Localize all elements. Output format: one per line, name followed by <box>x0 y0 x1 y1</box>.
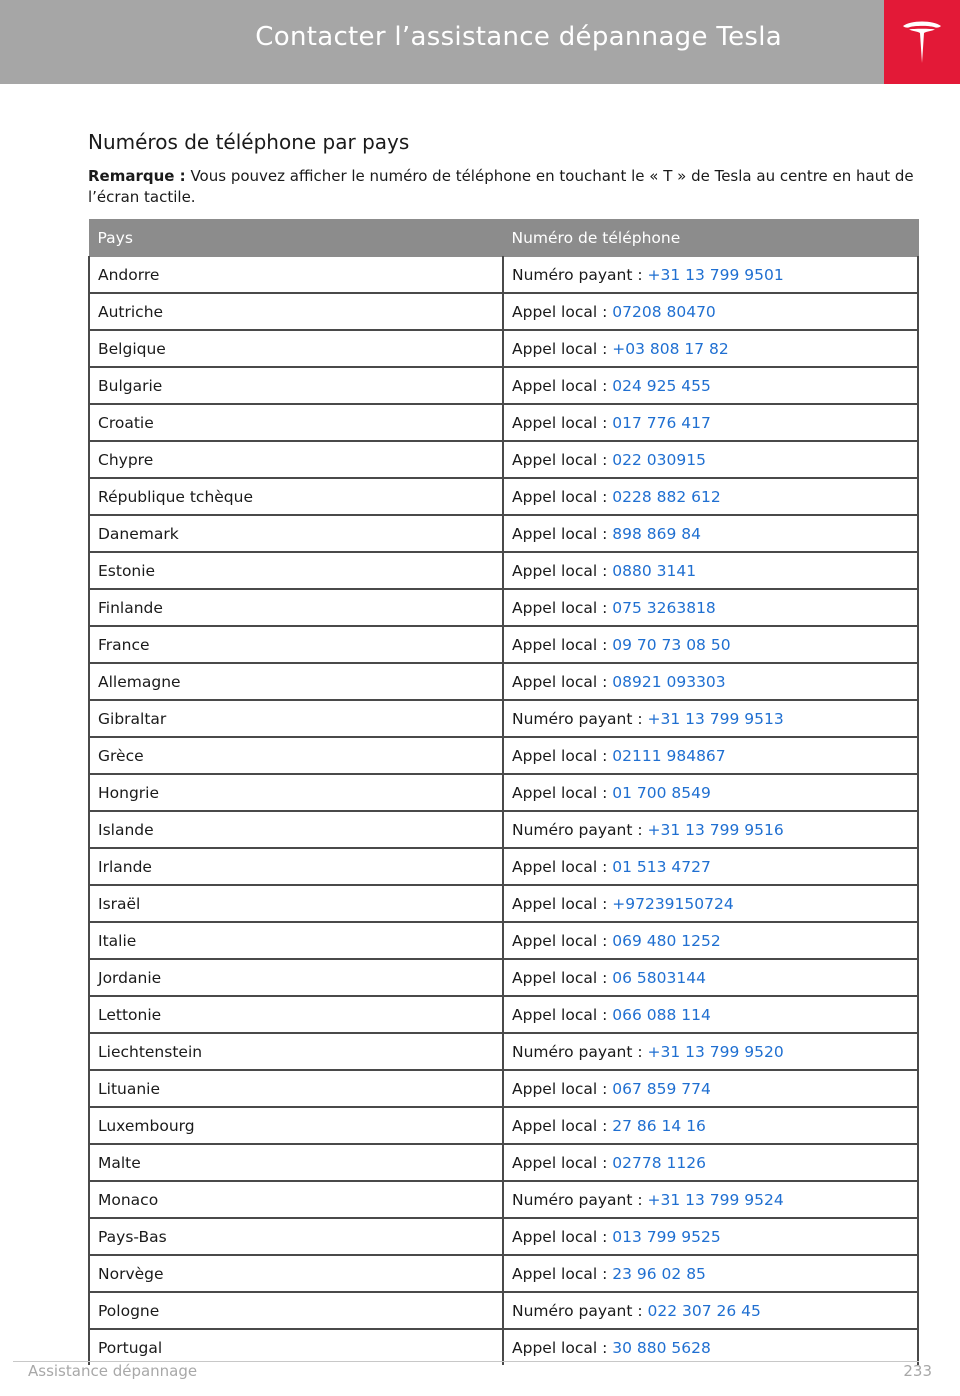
table-row <box>89 1070 918 1107</box>
table-row <box>89 293 918 330</box>
country-cell: Islande <box>89 811 503 848</box>
phone-number-link[interactable]: 30 880 5628 <box>612 1338 711 1357</box>
call-type-label: Appel local : <box>512 1264 613 1283</box>
phone-number-link[interactable]: +31 13 799 9513 <box>647 709 784 728</box>
country-cell: Pays-Bas <box>89 1218 503 1255</box>
phone-cell <box>503 478 918 515</box>
phone-number-link[interactable]: 09 70 73 08 50 <box>612 635 731 654</box>
call-type-label: Appel local : <box>512 302 613 321</box>
country-cell: Monaco <box>89 1181 503 1218</box>
phone-number-link[interactable]: 07208 80470 <box>612 302 716 321</box>
table-row <box>89 922 918 959</box>
call-type-label: Numéro payant : <box>512 1190 648 1209</box>
phone-number-link[interactable]: 017 776 417 <box>612 413 711 432</box>
phone-cell <box>503 257 918 294</box>
country-cell: Andorre <box>89 257 503 294</box>
call-type-label: Numéro payant : <box>512 1301 648 1320</box>
call-type-label: Appel local : <box>512 450 613 469</box>
phone-number-link[interactable]: 0228 882 612 <box>612 487 721 506</box>
table-row <box>89 404 918 441</box>
phone-number-link[interactable]: 066 088 114 <box>612 1005 711 1024</box>
country-cell: Portugal <box>89 1329 503 1365</box>
phone-cell <box>503 404 918 441</box>
table-row <box>89 1292 918 1329</box>
column-header-phone: Numéro de téléphone <box>503 220 918 257</box>
phone-number-link[interactable]: +31 13 799 9520 <box>647 1042 784 1061</box>
phone-cell <box>503 441 918 478</box>
table-row <box>89 1329 918 1365</box>
call-type-label: Appel local : <box>512 598 613 617</box>
call-type-label: Appel local : <box>512 1005 613 1024</box>
table-row <box>89 478 918 515</box>
call-type-label: Appel local : <box>512 857 613 876</box>
call-type-label: Appel local : <box>512 1153 613 1172</box>
phone-cell <box>503 1255 918 1292</box>
call-type-label: Appel local : <box>512 968 613 987</box>
phone-number-link[interactable]: 06 5803144 <box>612 968 706 987</box>
phone-cell <box>503 1107 918 1144</box>
table-row <box>89 885 918 922</box>
table-row <box>89 737 918 774</box>
table-row <box>89 626 918 663</box>
phone-cell <box>503 1329 918 1365</box>
country-cell: Belgique <box>89 330 503 367</box>
phone-number-link[interactable]: 27 86 14 16 <box>612 1116 706 1135</box>
phone-cell <box>503 700 918 737</box>
country-cell: Allemagne <box>89 663 503 700</box>
call-type-label: Appel local : <box>512 1227 613 1246</box>
country-cell: Chypre <box>89 441 503 478</box>
phone-cell <box>503 1292 918 1329</box>
call-type-label: Appel local : <box>512 339 613 358</box>
call-type-label: Numéro payant : <box>512 820 648 839</box>
table-row <box>89 663 918 700</box>
call-type-label: Appel local : <box>512 635 613 654</box>
table-row <box>89 1144 918 1181</box>
call-type-label: Appel local : <box>512 413 613 432</box>
table-row <box>89 1218 918 1255</box>
phone-number-link[interactable]: 0880 3141 <box>612 561 697 580</box>
call-type-label: Appel local : <box>512 672 613 691</box>
table-row <box>89 774 918 811</box>
phone-number-link[interactable]: 898 869 84 <box>612 524 701 543</box>
country-cell: Malte <box>89 1144 503 1181</box>
phone-cell <box>503 330 918 367</box>
note-label: Remarque : <box>88 167 186 185</box>
phone-cell <box>503 1181 918 1218</box>
phone-number-link[interactable]: +31 13 799 9524 <box>647 1190 784 1209</box>
table-row <box>89 1255 918 1292</box>
table-row <box>89 848 918 885</box>
call-type-label: Numéro payant : <box>512 265 648 284</box>
phone-cell <box>503 663 918 700</box>
table-header-row <box>89 220 918 257</box>
country-cell: Irlande <box>89 848 503 885</box>
phone-number-link[interactable]: 02778 1126 <box>612 1153 706 1172</box>
country-cell: République tchèque <box>89 478 503 515</box>
phone-number-link[interactable]: 01 700 8549 <box>612 783 711 802</box>
country-cell: Pologne <box>89 1292 503 1329</box>
phone-number-link[interactable]: 022 030915 <box>612 450 706 469</box>
phone-cell <box>503 293 918 330</box>
call-type-label: Appel local : <box>512 1079 613 1098</box>
phone-cell <box>503 1070 918 1107</box>
table-row <box>89 811 918 848</box>
phone-number-link[interactable]: 069 480 1252 <box>612 931 721 950</box>
country-cell: Israël <box>89 885 503 922</box>
phone-cell <box>503 589 918 626</box>
call-type-label: Appel local : <box>512 561 613 580</box>
call-type-label: Numéro payant : <box>512 709 648 728</box>
country-cell: Norvège <box>89 1255 503 1292</box>
note <box>88 166 918 208</box>
call-type-label: Appel local : <box>512 1338 613 1357</box>
phone-cell <box>503 626 918 663</box>
table-row <box>89 589 918 626</box>
country-cell: Lettonie <box>89 996 503 1033</box>
phone-number-link[interactable]: 02111 984867 <box>612 746 726 765</box>
phone-number-link[interactable]: 08921 093303 <box>612 672 726 691</box>
country-cell: Autriche <box>89 293 503 330</box>
phone-number-link[interactable]: 067 859 774 <box>612 1079 711 1098</box>
country-cell: Finlande <box>89 589 503 626</box>
table-row <box>89 330 918 367</box>
phone-cell <box>503 811 918 848</box>
phone-number-link[interactable]: 024 925 455 <box>612 376 711 395</box>
country-cell: Italie <box>89 922 503 959</box>
phone-cell <box>503 848 918 885</box>
page-number: 233 <box>903 1362 932 1380</box>
country-cell: Croatie <box>89 404 503 441</box>
table-row <box>89 996 918 1033</box>
header-bar <box>0 0 884 84</box>
phone-cell <box>503 922 918 959</box>
call-type-label: Appel local : <box>512 524 613 543</box>
tesla-logo-box <box>884 0 960 84</box>
country-cell: Hongrie <box>89 774 503 811</box>
note-text: Vous pouvez afficher le numéro de téléphone en touchant le « T » de Tesla au centre en haut de l’écran tactile. <box>88 167 914 206</box>
phone-cell <box>503 959 918 996</box>
country-cell: Gibraltar <box>89 700 503 737</box>
country-cell: Jordanie <box>89 959 503 996</box>
country-cell: Grèce <box>89 737 503 774</box>
column-header-country: Pays <box>89 220 503 257</box>
table-row <box>89 959 918 996</box>
phone-table <box>88 219 919 1365</box>
call-type-label: Appel local : <box>512 931 613 950</box>
call-type-label: Appel local : <box>512 376 613 395</box>
country-cell: Bulgarie <box>89 367 503 404</box>
phone-number-link[interactable]: 075 3263818 <box>612 598 716 617</box>
phone-cell <box>503 996 918 1033</box>
table-row <box>89 257 918 294</box>
table-row <box>89 1033 918 1070</box>
call-type-label: Appel local : <box>512 783 613 802</box>
table-row <box>89 515 918 552</box>
country-cell: Estonie <box>89 552 503 589</box>
phone-number-link[interactable]: 022 307 26 45 <box>647 1301 761 1320</box>
table-row <box>89 441 918 478</box>
phone-cell <box>503 552 918 589</box>
call-type-label: Appel local : <box>512 487 613 506</box>
phone-cell <box>503 1033 918 1070</box>
phone-cell <box>503 367 918 404</box>
phone-cell <box>503 515 918 552</box>
phone-cell <box>503 737 918 774</box>
call-type-label: Appel local : <box>512 894 613 913</box>
country-cell: Lituanie <box>89 1070 503 1107</box>
table-row <box>89 367 918 404</box>
phone-number-link[interactable]: +03 808 17 82 <box>612 339 729 358</box>
country-cell: France <box>89 626 503 663</box>
table-row <box>89 1181 918 1218</box>
country-cell: Luxembourg <box>89 1107 503 1144</box>
table-row <box>89 1107 918 1144</box>
phone-number-link[interactable]: +97239150724 <box>612 894 734 913</box>
phone-cell <box>503 885 918 922</box>
phone-cell <box>503 1218 918 1255</box>
phone-number-link[interactable]: 23 96 02 85 <box>612 1264 706 1283</box>
call-type-label: Appel local : <box>512 746 613 765</box>
phone-cell <box>503 774 918 811</box>
call-type-label: Numéro payant : <box>512 1042 648 1061</box>
phone-number-link[interactable]: 01 513 4727 <box>612 857 711 876</box>
table-row <box>89 552 918 589</box>
phone-number-link[interactable]: 013 799 9525 <box>612 1227 721 1246</box>
table-row <box>89 700 918 737</box>
phone-number-link[interactable]: +31 13 799 9516 <box>647 820 784 839</box>
country-cell: Liechtenstein <box>89 1033 503 1070</box>
phone-cell <box>503 1144 918 1181</box>
footer-section-name: Assistance dépannage <box>28 1362 198 1380</box>
call-type-label: Appel local : <box>512 1116 613 1135</box>
page-title: Contacter l’assistance dépannage Tesla <box>255 22 782 52</box>
country-cell: Danemark <box>89 515 503 552</box>
phone-number-link[interactable]: +31 13 799 9501 <box>647 265 784 284</box>
section-title: Numéros de téléphone par pays <box>88 130 410 154</box>
tesla-logo-icon <box>901 17 943 67</box>
